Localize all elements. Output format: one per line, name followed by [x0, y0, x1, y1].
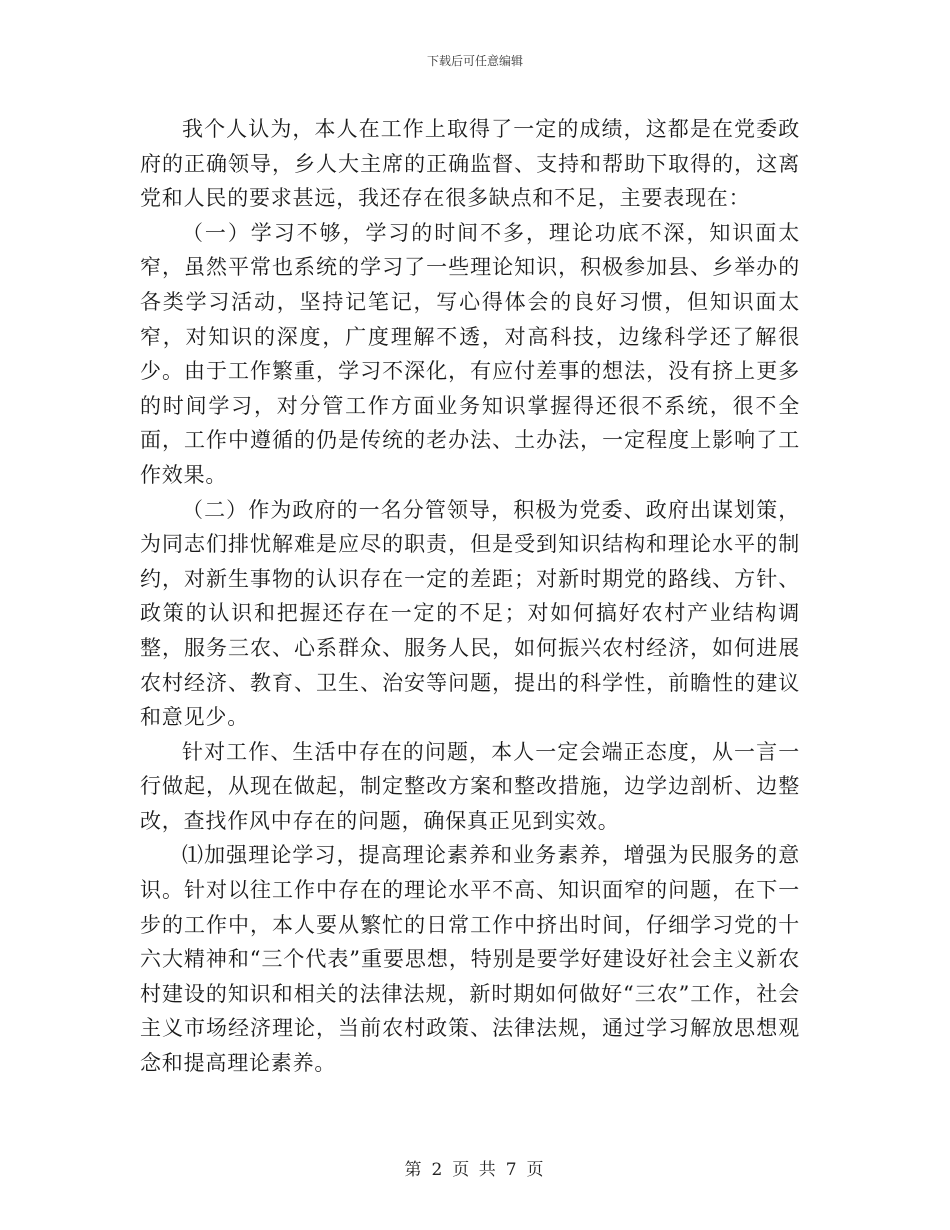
- footer-current-page: 2: [431, 1160, 445, 1180]
- paragraph-remedy-1: ⑴加强理论学习，提高理论素养和业务素养，增强为民服务的意识。针对以往工作中存在的理论水平不高、知识面窄的问题，在下一步的工作中，本人要从繁忙的日常工作中挤出时间，仔细学习党的十六大精神和“三个代表”重要思想，特别是要学好建设好社会主义新农村建设的知识和相关的法律法规，新时期如何做好“三农”工作，社会主义市场经济理论，当前农村政策、法律法规，通过学习解放思想观念和提高理论素养。: [140, 843, 800, 1076]
- paragraph-point-1: （一）学习不够，学习的时间不多，理论功底不深，知识面太窄，虽然平常也系统的学习了一些理论知识，积极参加县、乡举办的各类学习活动，坚持记笔记，写心得体会的良好习惯，但知识面太窄，对知识的深度，广度理解不透，对高科技，边缘科学还了解很少。由于工作繁重，学习不深化，有应付差事的想法，没有挤上更多的时间学习，对分管工作方面业务知识掌握得还很不系统，很不全面，工作中遵循的仍是传统的老办法、土办法，一定程度上影响了工作效果。: [140, 220, 800, 487]
- footer-suffix: 页: [526, 1160, 546, 1180]
- footer-prefix: 第: [404, 1160, 424, 1180]
- paragraph-remedy-intro: 针对工作、生活中存在的问题，本人一定会端正态度，从一言一行做起，从现在做起，制定整改方案和整改措施，边学边剖析、边整改，查找作风中存在的问题，确保真正见到实效。: [140, 739, 800, 833]
- page-footer: [0, 1155, 950, 1180]
- page-header-note: 下载后可任意编辑: [426, 54, 523, 68]
- footer-total-pages: 7: [505, 1160, 519, 1180]
- footer-mid: 页 共: [452, 1160, 498, 1180]
- paragraph-point-2: （二）作为政府的一名分管领导，积极为党委、政府出谋划策，为同志们排忧解难是应尽的职责，但是受到知识结构和理论水平的制约，对新生事物的认识存在一定的差距；对新时期党的路线、方针、政策的认识和把握还存在一定的不足；对如何搞好农村产业结构调整，服务三农、心系群众、服务人民，如何振兴农村经济，如何进展农村经济、教育、卫生、治安等问题，提出的科学性，前瞻性的建议和意见少。: [140, 497, 800, 730]
- paragraph-intro: 我个人认为，本人在工作上取得了一定的成绩，这都是在党委政府的正确领导，乡人大主席的正确监督、支持和帮助下取得的，这离党和人民的要求甚远，我还存在很多缺点和不足，主要表现在：: [140, 117, 800, 211]
- document-body: [140, 112, 800, 1081]
